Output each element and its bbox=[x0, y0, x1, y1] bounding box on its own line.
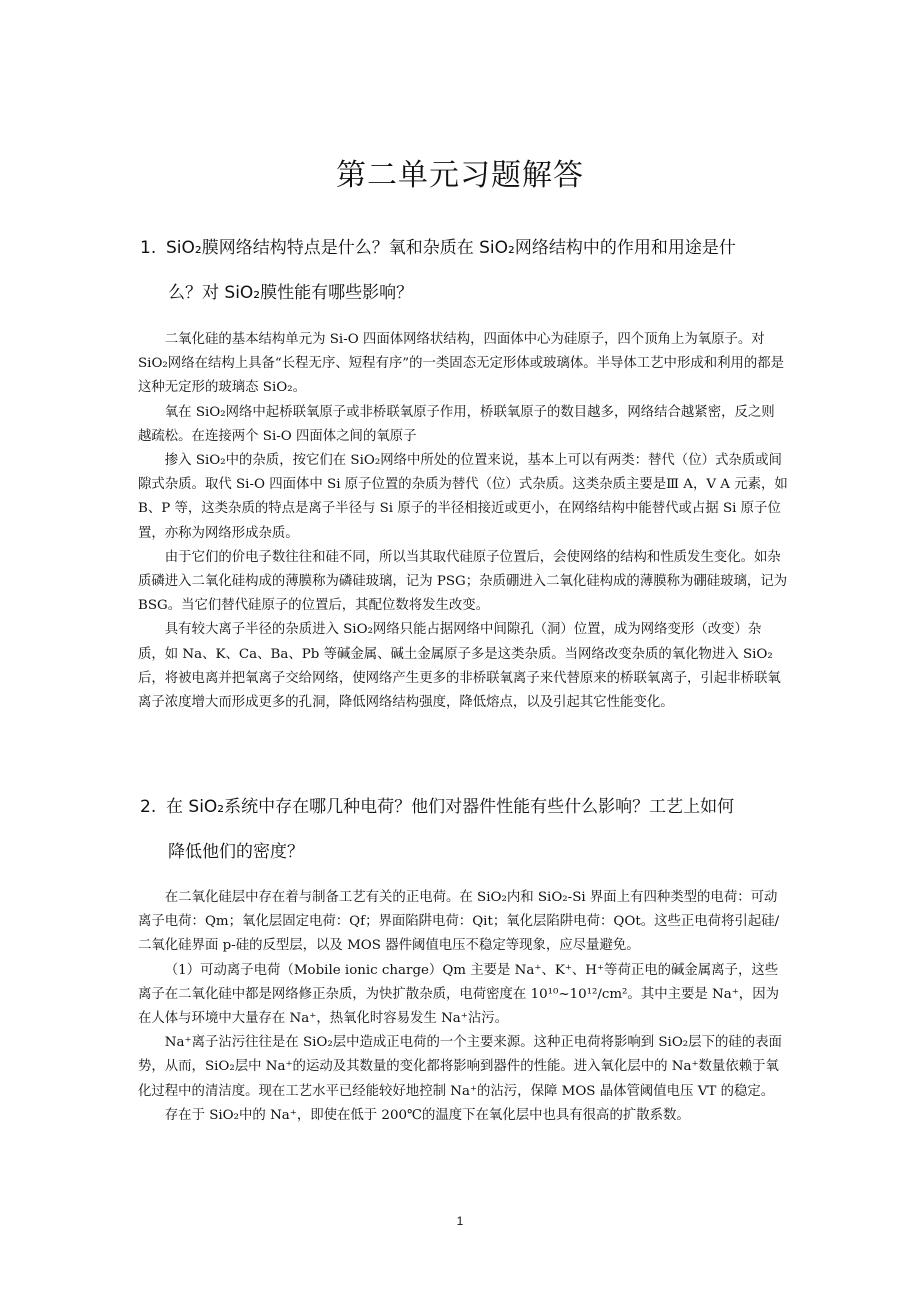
page-title: 第二单元习题解答 bbox=[336, 158, 584, 193]
answer-2-paragraph: Na⁺离子沾污往往是在 SiO₂层中造成正电荷的一个主要来源。这种正电荷将影响到 SiO₂层下的硅的表面势，从而，SiO₂层中 Na⁺的运动及其数量的变化都将影响到器件的性能。进入氧化层中的 Na⁺数量依赖于氧化过程中的清洁度。现在工艺水平已经能较好地控制 Na⁺的沾污，保障 MOS 晶体管阈值电压 VT 的稳定。 bbox=[138, 1035, 782, 1099]
answer-1-paragraph: 氧在 SiO₂网络中起桥联氧原子或非桥联氧原子作用，桥联氧原子的数目越多，网络结合越紧密，反之则越疏松。在连接两个 Si-O 四面体之间的氧原子 bbox=[138, 404, 775, 444]
question-1-line-2: 么？对 SiO₂膜性能有哪些影响？ bbox=[168, 283, 414, 303]
answer-2-paragraph: （1）可动离子电荷（Mobile ionic charge）Qm 主要是 Na⁺、K⁺、H⁺等荷正电的碱金属离子，这些离子在二氧化硅中都是网络修正杂质，为快扩散杂质，电荷密度在 10¹⁰~10¹²/cm²。其中主要是 Na⁺，因为在人体与环境中大量存在 Na⁺，热氧化时容易发生 Na⁺沾污。 bbox=[138, 962, 779, 1027]
answer-1-paragraph: 由于它们的价电子数往往和硅不同，所以当其取代硅原子位置后，会使网络的结构和性质发生变化。如杂质磷进入二氧化硅构成的薄膜称为磷硅玻璃，记为 PSG；杂质硼进入二氧化硅构成的薄膜称为硼硅玻璃，记为 BSG。当它们替代硅原子的位置后，其配位数将发生改变。 bbox=[138, 549, 788, 614]
question-2-line-1: 2. 在 SiO₂系统中存在哪几种电荷？他们对器件性能有些什么影响？工艺上如何 bbox=[140, 797, 735, 817]
answer-2-paragraph: 存在于 SiO₂中的 Na⁺，即使在低于 200℃的温度下在氧化层中也具有很高的扩散系数。 bbox=[164, 1107, 690, 1123]
question-1-number: 1. bbox=[140, 238, 157, 258]
answer-1-paragraph: 二氧化硅的基本结构单元为 Si-O 四面体网络状结构，四面体中心为硅原子，四个顶角上为氧原子。对 SiO₂网络在结构上具备“长程无序、短程有序”的一类固态无定形体或玻璃体。半导体工艺中形成和利用的都是这种无定形的玻璃态 SiO₂。 bbox=[138, 332, 785, 396]
answer-2 bbox=[138, 886, 788, 1128]
answer-2-paragraph: 在二氧化硅层中存在着与制备工艺有关的正电荷。在 SiO₂内和 SiO₂-Si 界面上有四种类型的电荷：可动离子电荷：Qm；氧化层固定电荷：Qf；界面陷阱电荷：Qit；氧化层陷阱电荷：QOt。这些正电荷将引起硅/二氧化硅界面 p-硅的反型层，以及 MOS 器件阈值电压不稳定等现象，应尽量避免。 bbox=[138, 890, 780, 954]
answer-1-paragraph: 具有较大离子半径的杂质进入 SiO₂网络只能占据网络中间隙孔（洞）位置，成为网络变形（改变）杂质，如 Na、K、Ca、Ba、Pb 等碱金属、碱土金属原子多是这类杂质。当网络改变杂质的氧化物进入 SiO₂后，将被电离并把氧离子交给网络，使网络产生更多的非桥联氧离子来代替原来的桥联氧离子，引起非桥联氧离子浓度增大而形成更多的孔洞，降低网络结构强度，降低熔点，以及引起其它性能变化。 bbox=[138, 622, 781, 711]
question-2-line-2: 降低他们的密度？ bbox=[168, 842, 304, 862]
question-2-number: 2. bbox=[140, 797, 157, 817]
question-1 bbox=[140, 233, 800, 303]
question-1-line-1: 1. SiO₂膜网络结构特点是什么？氧和杂质在 SiO₂网络结构中的作用和用途是什 bbox=[140, 238, 736, 258]
page-number: 1 bbox=[456, 1214, 464, 1228]
answer-1-paragraph: 掺入 SiO₂中的杂质，按它们在 SiO₂网络中所处的位置来说，基本上可以有两类：替代（位）式杂质或间隙式杂质。取代 Si-O 四面体中 Si 原子位置的杂质为替代（位）式杂质。这类杂质主要是Ⅲ A，Ⅴ A 元素，如 B、P 等，这类杂质的特点是离子半径与 Si 原子的半径相接近或更小，在网络结构中能替代或占据 Si 原子位置，亦称为网络形成杂质。 bbox=[138, 453, 788, 541]
answer-1 bbox=[138, 328, 788, 715]
question-2 bbox=[140, 792, 800, 862]
